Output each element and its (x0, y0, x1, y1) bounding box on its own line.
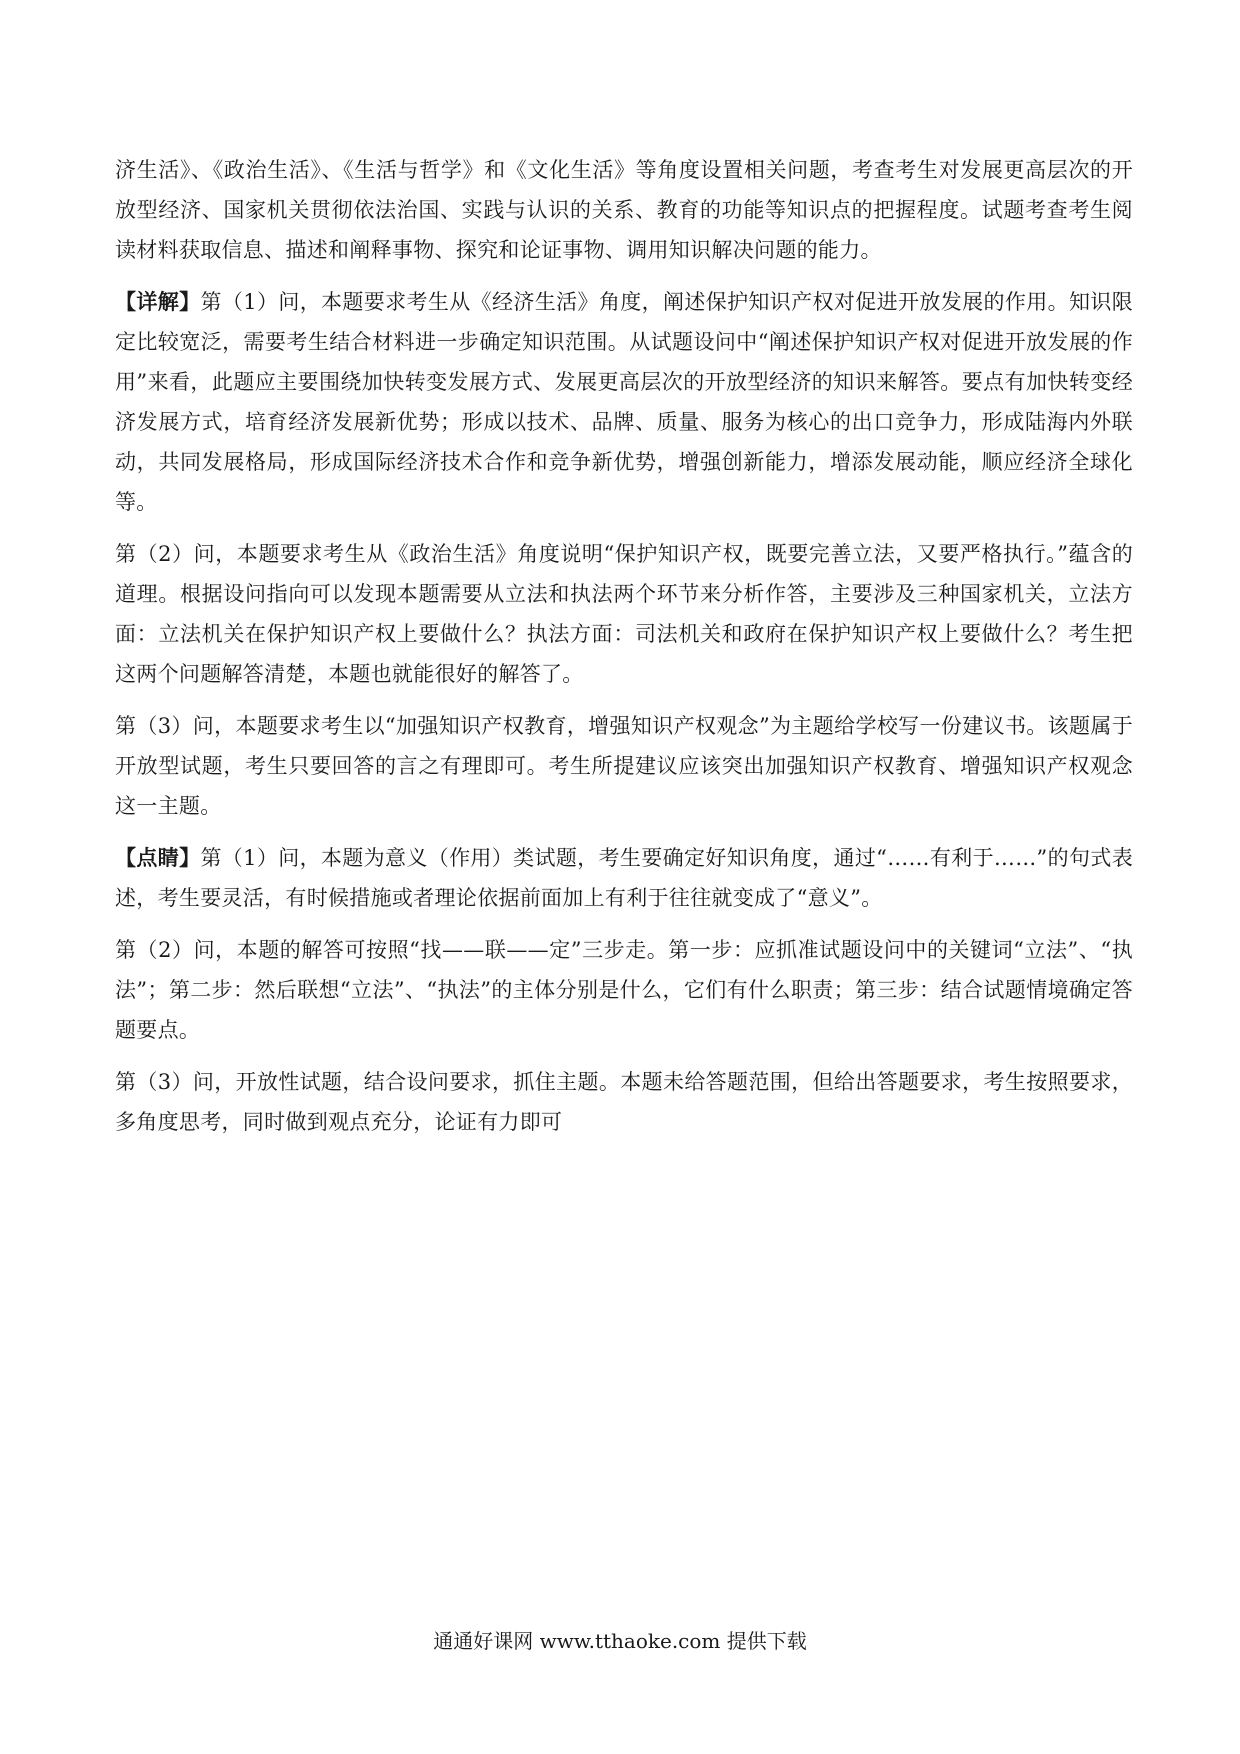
paragraph-tips-q1 (115, 838, 1133, 918)
page-footer: 通通好课网 www.tthaoke.com 提供下载 (433, 1629, 807, 1653)
paragraph-text: 第（1）问，本题为意义（作用）类试题，考生要确定好知识角度，通过“……有利于……”的句式表述，考生要灵活，有时候措施或者理论依据前面加上有利于往往就变成了“意义”。 (115, 846, 1133, 910)
tips-tag: 【点睛】 (115, 846, 201, 870)
paragraph-intro (115, 150, 1133, 270)
paragraph-detail-q1 (115, 282, 1133, 522)
paragraph-text: 第（1）问，本题要求考生从《经济生活》角度，阐述保护知识产权对促进开放发展的作用。知识限定比较宽泛，需要考生结合材料进一步确定知识范围。从试题设问中“阐述保护知识产权对促进开放发展的作用”来看，此题应主要围绕加快转变发展方式、发展更高层次的开放型经济的知识来解答。要点有加快转变经济发展方式，培育经济发展新优势；形成以技术、品牌、质量、服务为核心的出口竞争力，形成陆海内外联动，共同发展格局，形成国际经济技术合作和竞争新优势，增强创新能力，增添发展动能，顺应经济全球化等。 (115, 290, 1133, 514)
paragraph-text: 第（3）问，本题要求考生以“加强知识产权教育，增强知识产权观念”为主题给学校写一份建议书。该题属于开放型试题，考生只要回答的言之有理即可。考生所提建议应该突出加强知识产权教育、增强知识产权观念这一主题。 (115, 714, 1133, 818)
paragraph-tips-q2 (115, 930, 1133, 1050)
paragraph-detail-q2 (115, 534, 1133, 694)
detail-tag: 【详解】 (115, 290, 201, 314)
paragraph-text: 第（3）问，开放性试题，结合设问要求，抓住主题。本题未给答题范围，但给出答题要求，考生按照要求，多角度思考，同时做到观点充分，论证有力即可 (115, 1070, 1133, 1134)
document-body (115, 150, 1133, 1154)
paragraph-text: 第（2）问，本题要求考生从《政治生活》角度说明“保护知识产权，既要完善立法，又要严格执行。”蕴含的道理。根据设问指向可以发现本题需要从立法和执法两个环节来分析作答，主要涉及三种国家机关，立法方面：立法机关在保护知识产权上要做什么？执法方面：司法机关和政府在保护知识产权上要做什么？考生把这两个问题解答清楚，本题也就能很好的解答了。 (115, 542, 1133, 686)
paragraph-detail-q3 (115, 706, 1133, 826)
paragraph-text: 第（2）问，本题的解答可按照“找——联——定”三步走。第一步：应抓准试题设问中的关键词“立法”、“执法”；第二步：然后联想“立法”、“执法”的主体分别是什么，它们有什么职责；第三步：结合试题情境确定答题要点。 (115, 938, 1133, 1042)
paragraph-text: 济生活》、《政治生活》、《生活与哲学》和《文化生活》等角度设置相关问题，考查考生对发展更高层次的开放型经济、国家机关贯彻依法治国、实践与认识的关系、教育的功能等知识点的把握程度。试题考查考生阅读材料获取信息、描述和阐释事物、探究和论证事物、调用知识解决问题的能力。 (115, 158, 1133, 262)
paragraph-tips-q3 (115, 1062, 1133, 1142)
